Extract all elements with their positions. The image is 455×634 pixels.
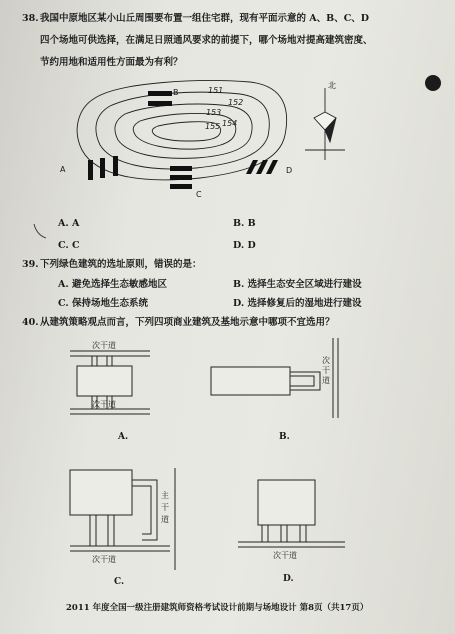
north-arrow-icon xyxy=(305,88,345,160)
contour-label-154: 154 xyxy=(222,119,238,128)
site-a-building xyxy=(113,156,118,176)
q39-option-d: D. 选择修复后的湿地进行建设 xyxy=(233,298,362,309)
q38-option-c: C. C xyxy=(58,240,80,251)
north-label: 北 xyxy=(328,81,336,90)
diagram-c-caption: C. xyxy=(114,577,125,587)
q38-option-b: B. B xyxy=(233,218,256,229)
contour-label-153: 153 xyxy=(206,108,222,117)
handwritten-mark xyxy=(34,224,46,238)
diagram-a-top-road: 次干道 xyxy=(92,341,116,350)
q39-option-c: C. 保持场地生态系统 xyxy=(58,298,149,309)
diagram-b-caption: B. xyxy=(279,432,290,442)
site-c-building xyxy=(170,175,192,180)
q38-line1: 我国中原地区某小山丘周围要布置一组住宅群，现有平面示意的 A、B、C、D xyxy=(40,13,370,24)
site-c-building xyxy=(170,184,192,189)
diagram-b xyxy=(211,338,338,418)
diagram-c-bottom-road: 次干道 xyxy=(92,555,116,564)
contour-label-151: 151 xyxy=(208,86,224,95)
q38-option-a: A. A xyxy=(58,218,80,229)
diagram-a-bottom-road: 次干道 xyxy=(92,400,116,409)
q39-option-b: B. 选择生态安全区域进行建设 xyxy=(233,279,362,290)
q39-stem: 下列绿色建筑的选址原则，错误的是： xyxy=(40,259,202,270)
site-label-b: B xyxy=(173,88,179,97)
diagram-c-main-road: 主干道 xyxy=(161,491,169,524)
diagram-a-caption: A. xyxy=(118,432,129,442)
site-c-building xyxy=(170,166,192,171)
q38-number: 38. xyxy=(22,13,39,24)
q40-number: 40. xyxy=(22,317,39,328)
site-d-building xyxy=(256,160,268,174)
site-d-building xyxy=(266,160,278,174)
q39-option-a: A. 避免选择生态敏感地区 xyxy=(58,279,167,290)
site-b-building xyxy=(148,91,172,96)
diagram-d-caption: D. xyxy=(283,574,294,584)
site-label-a: A xyxy=(60,165,66,174)
site-label-d: D xyxy=(286,166,293,175)
diagram-b-road: 次干道 xyxy=(322,356,330,385)
q38-line2: 四个场地可供选择，在满足日照通风要求的前提下，哪个场地对提高建筑密度、 xyxy=(40,35,373,46)
contour-label-155: 155 xyxy=(205,122,221,131)
contour-152 xyxy=(96,92,269,169)
contour-label-152: 152 xyxy=(228,98,244,107)
site-d-building xyxy=(246,160,258,174)
page-footer: 2011 年度全国一级注册建筑师资格考试设计前期与场地设计 第8页（共17页） xyxy=(66,603,369,613)
diagram-c xyxy=(70,468,175,570)
ink-blot xyxy=(425,75,441,91)
contour-153 xyxy=(115,104,252,158)
q40-stem: 从建筑策略观点而言，下列四项商业建筑及基地示意中哪项不宜选用？ xyxy=(40,317,335,328)
q39-number: 39. xyxy=(22,259,39,270)
diagram-d-bottom-road: 次干道 xyxy=(273,551,297,560)
site-label-c: C xyxy=(196,190,202,199)
q38-option-d: D. D xyxy=(233,240,256,251)
site-a-building xyxy=(88,160,93,180)
site-b-building xyxy=(148,101,172,106)
site-a-building xyxy=(100,158,105,178)
diagram-d xyxy=(238,480,345,547)
q38-line3: 节约用地和适用性方面最为有利？ xyxy=(40,57,183,68)
